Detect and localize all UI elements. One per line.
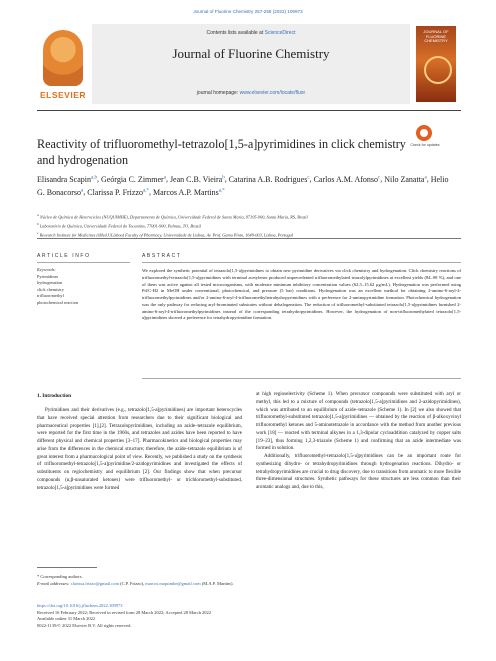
online-date: Available online 31 March 2022	[37, 616, 96, 622]
copyright: 0022-1139/© 2022 Elsevier B.V. All rights reserved.	[37, 622, 132, 628]
abstract-text: We explored the synthetic potential of tetrazolo[1,5-a]pyrimidines to obtain new pyrimidine derivatives via click chemistry and hydrogenation. Click chemistry reactions of trifluoromethyl-tetrazolo[1,5-a]pyrimidines with terminal acetylenes produced unprecedented trifluoromethylated triazolylpyrimidines at excellent yields (84–98 %), and one of them was active against all tested microorganisms, with moderate minimum inhibitory concentration values (62.5–15.62 μg/mL). Hydrogenation was performed using Pd/C-H2 in MeOH under conventional, photochemical, and pressure (5 bar) conditions. Hydrogenation was an excellent method for obtaining 2-amino-6-aryl-4-trifluoromethylpyrimidines and/or 2-amino-6-aryl-4-trifluoromethyltetrahydropyrimidines with a preference for 2-aminopyrimidine formation. Photochemical hydrogenation was the only pathway for reducing aryl-brominated substrates without dehalogenation. The reduction of trifluoromethyl-substituted tetrazolo[1,5-a]pyrimidines furnished 2-amino-6-aryl-4-trifluoromethylpyrimidines instead of the corresponding tetrahydropyrimidines. However, the hydrogenation of non-trifluoromethylated tetrazolo[1,5-a]pyrimidines showed a preference for tetrahydropyrimidine formation.	[142, 268, 461, 321]
contents-line	[92, 30, 410, 36]
body-column-left	[37, 407, 242, 492]
crossmark-label[interactable]: Check for updates	[410, 143, 440, 147]
author[interactable]: Helio G. Bonacorso$^a$	[37, 174, 449, 197]
homepage-line	[92, 90, 410, 96]
abstract-bottom-rule	[142, 378, 461, 379]
email-line	[37, 581, 461, 588]
doi-link[interactable]: https://doi.org/10.1016/j.jfluchem.2022.109973	[37, 603, 123, 608]
cover-molecule-icon	[424, 56, 452, 84]
journal-title: Journal of Fluorine Chemistry	[172, 46, 330, 61]
author[interactable]: Catarina A.B. Rodrigues$^c$	[228, 174, 310, 184]
email-owner: (M.A.P. Martins).	[200, 580, 234, 586]
header-divider	[37, 110, 461, 111]
affiliation-divider	[37, 238, 461, 239]
author[interactable]: Elisandra Scapin$^{a,b}$	[37, 174, 97, 184]
sciencedirect-link[interactable]: ScienceDirect	[264, 30, 296, 36]
email-link[interactable]: marcos.nuquimhe@gmail.com	[145, 580, 201, 586]
elsevier-wordmark: ELSEVIER	[39, 90, 87, 100]
keywords-label: Keywords:	[37, 267, 56, 272]
homepage-prefix: journal homepage:	[196, 90, 240, 96]
email-link[interactable]: clarissa.frizzo@gmail.com	[70, 580, 119, 586]
journal-homepage-link[interactable]: www.elsevier.com/locate/fluor	[239, 90, 306, 96]
email-prefix: E-mail addresses:	[37, 580, 71, 586]
history-dates: Received 16 February 2022; Received in revised form 28 March 2022; Accepted 28 March 2022	[37, 609, 211, 615]
footnote-rule	[37, 567, 97, 568]
journal-reference[interactable]: Journal of Fluorine Chemistry 257-258 (2022) 109973	[193, 9, 303, 14]
affiliation: $^b$ Laboratório de Química, Universidade Federal do Tocantins, 77001-900, Palmas, TO, Brazil	[37, 221, 201, 229]
body-column-right	[256, 391, 461, 492]
affiliation: $^a$ Núcleo de Química de Heterociclos (NUQUIMHE), Departamento de Química, Universidade Federal de Santa Maria, 97105-900, Santa Maria, RS, Brazil	[37, 213, 308, 220]
email-owner: (C.P. Frizzo),	[118, 580, 146, 586]
author[interactable]: Clarissa P. Frizzo$^{a,*}$	[87, 187, 149, 197]
publication-info	[37, 603, 461, 629]
elsevier-logo[interactable]	[37, 28, 89, 104]
keyword: photochemical reaction	[37, 299, 79, 305]
keywords	[37, 267, 132, 307]
author[interactable]: Carlos A.M. Afonso$^c$	[313, 174, 381, 184]
paragraph: at high regioselectivity (Scheme 1). When precursor compounds were substituted with aryl or methyl, this led to a mixture of compounds (tetrazolo[1,5-a]pyrimidines and 2-azidopyrimidines), which was attributed to an equilibrium of azide–tetrazole (Scheme 1). In [2] we also showed that trifluoromethyl-substituted tetrazolo[1,5-a]pyrimidines — obtained by the reaction of β-alkoxyvinyl trifluoromethyl ketones and 5-aminotetrazole in accordance with the method from another previous work [18] — reacted with terminal alkynes in a 1,3-dipolar cycloaddition catalyzed by copper salts [19–23], thus forming 1,2,3-triazole (Scheme 1) and confirming that an azide intermediate was formed in solution.	[256, 391, 461, 452]
keyword: hydrogenation	[37, 280, 63, 286]
section-heading-introduction: 1. Introduction	[37, 393, 72, 399]
keyword: Pyrimidines	[37, 273, 59, 279]
footnotes	[37, 574, 461, 587]
keyword: click chemistry	[37, 286, 64, 292]
article-info-heading: ARTICLE INFO	[37, 253, 91, 259]
elsevier-tree-icon	[43, 30, 83, 86]
paragraph: Additionally, trifluoromethyl-tetrazolo[1,5-a]pyrimidines can be an important route for synthesizing dihydro- or tetrahydropyrimidines through hydrogenation reactions. Dihydro- or tetrahydropyrimidines are crucial to drug discovery, due to transitions from aromatic to more flexible three-dimensional structures. Synthetic pathways for these structures are less common than their aromatic analogs and, due to this,	[256, 453, 461, 490]
contents-prefix: Contents lists available at	[206, 30, 265, 36]
corresponding-note: * Corresponding authors.	[37, 574, 83, 579]
author[interactable]: Geórgia C. Zimmer$^a$	[100, 174, 166, 184]
article-info-rule	[37, 262, 130, 263]
affiliation: $^c$ Research Institute for Medicines (iMed.ULisboa) Faculty of Pharmacy, Universidade de Lisboa, Av. Prof. Gama Pinto, 1649-003, Lisboa, Portugal	[37, 230, 294, 238]
author[interactable]: Marcos A.P. Martins$^{a,*}$	[153, 187, 225, 197]
keyword: trifluoromethyl	[37, 293, 64, 299]
cover-title: JOURNAL OF FLUORINE CHEMISTRY	[423, 29, 449, 44]
author[interactable]: Nilo Zanatta$^a$	[384, 174, 427, 184]
article-title: Reactivity of trifluoromethyl-tetrazolo[1,5-a]pyrimidines in click chemistry and hydrogenation	[37, 137, 406, 167]
paragraph: Pyrimidines and their derivatives (e.g., tetrazolo[1,5-a]pyrimidines) are important heterocycles that have received special attention from researchers due to their significant biological and pharmaceutical properties [1],[2]. Tetrazolopyrimidines, including an azide–tetrazole equilibrium, were reported for the first time in the 1960s, and tetrazoles and azides have been reported to have different physical and chemical properties [3–17]. Pharmacokinetics and biological properties may arise from the differences in the chemical structure; therefore, the azide–tetrazole equilibrium is of great interest from a pharmacological point of view. Recently, we published a study on the synthesis of trifluoromethyl-tetrazolo[1,5-a]pyrimidine/2-azidopyrimidines and investigated the effects of substituents on regiochemistry and equilibrium [2]. Our findings show that when precursor compounds (α,β-unsaturated ketones) were trifluoromethyl- or trichloromethyl-substituted, tetrazolo[1,5-a]pyrimidines were formed	[37, 407, 242, 491]
author-list: Elisandra Scapin$^{a,b}$, Geórgia C. Zimmer$^a$, Jean C.B. Vieira$^b$, Catarina A.B. Rodrigues$^c$, Carlos A.M. Afonso$^c$, Nilo Zanatta$^a$, Helio G. Bonacorso$^a$, Clarissa P. Frizzo$^{a,*}$, Marcos A.P. Martins$^{a,*}$	[37, 174, 449, 197]
abstract-rule	[142, 262, 461, 263]
affiliations	[37, 212, 461, 238]
abstract-heading: ABSTRACT	[142, 253, 182, 259]
journal-cover-image[interactable]	[416, 26, 456, 102]
author[interactable]: Jean C.B. Vieira$^b$	[169, 174, 225, 184]
crossmark-icon[interactable]	[416, 125, 432, 141]
